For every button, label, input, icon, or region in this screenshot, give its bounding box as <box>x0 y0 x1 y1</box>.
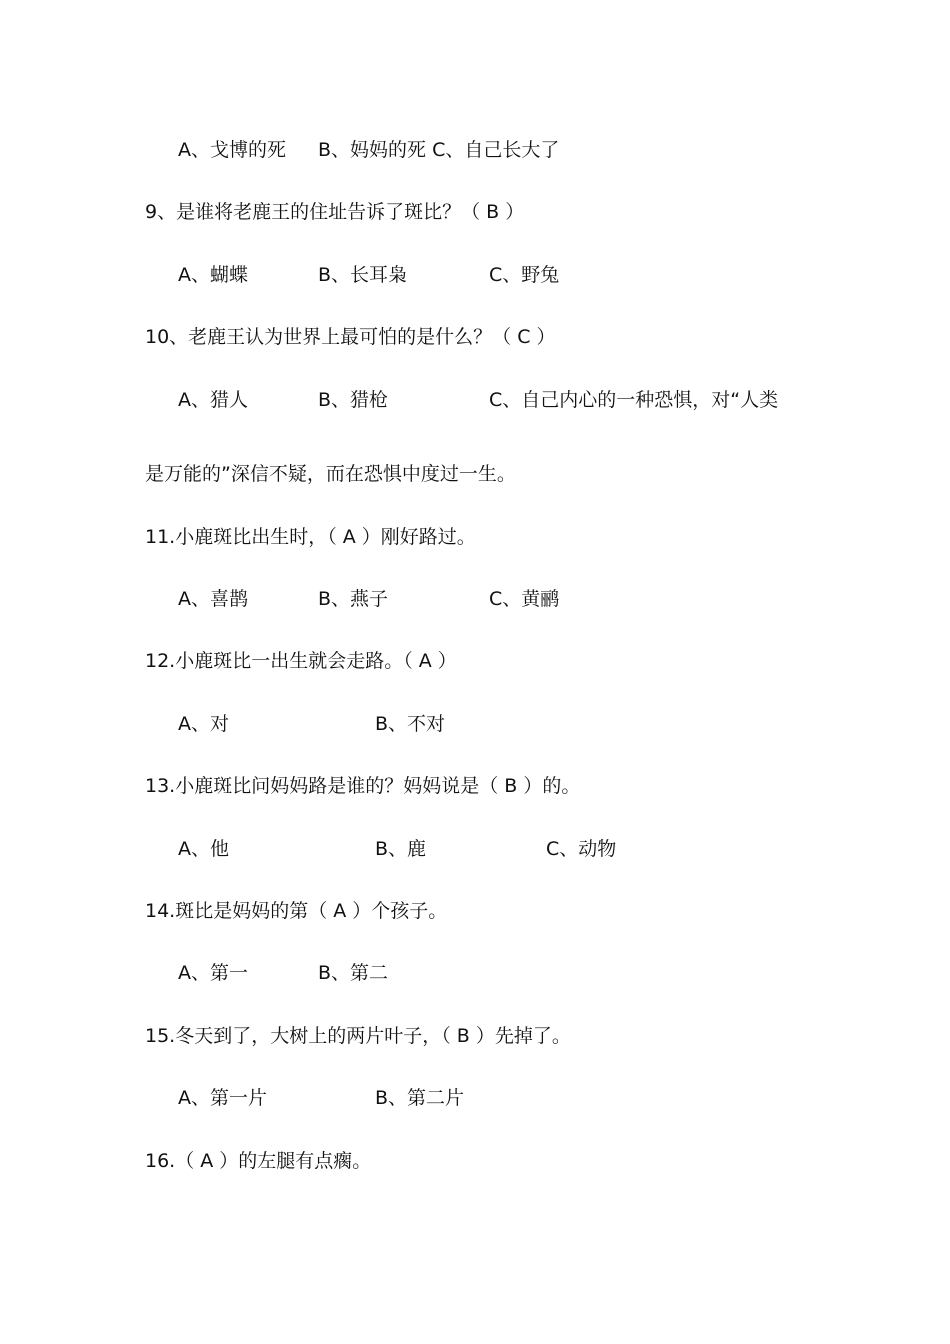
option-a: A、他 <box>178 838 229 860</box>
question-11: 11.小鹿斑比出生时，（ A ）刚好路过。 <box>145 526 476 548</box>
option-b: B、不对 <box>375 713 446 735</box>
option-c: C、黄鹂 <box>489 588 560 610</box>
question-10: 10、老鹿王认为世界上最可怕的是什么？（ C ） <box>145 326 556 348</box>
option-b: B、鹿 <box>375 838 427 860</box>
option-a: A、戈博的死 <box>178 139 286 161</box>
question-12: 12.小鹿斑比一出生就会走路。（ A ） <box>145 650 457 672</box>
option-b: B、燕子 <box>318 588 389 610</box>
q10-option-c-continued: 是万能的”深信不疑，而在恐惧中度过一生。 <box>145 463 516 485</box>
option-a: A、猎人 <box>178 389 248 411</box>
question-14: 14.斑比是妈妈的第（ A ）个孩子。 <box>145 900 448 922</box>
option-b: B、长耳枭 <box>318 264 408 286</box>
option-c: C、动物 <box>546 838 617 860</box>
option-b: B、第二 <box>318 962 389 984</box>
option-b: B、猎枪 <box>318 389 389 411</box>
question-15: 15.冬天到了，大树上的两片叶子，（ B ）先掉了。 <box>145 1025 571 1047</box>
question-16: 16.（ A ）的左腿有点瘸。 <box>145 1150 372 1172</box>
option-b: B、第二片 <box>375 1087 465 1109</box>
option-a: A、蝴蝶 <box>178 264 248 286</box>
question-9: 9、是谁将老鹿王的住址告诉了斑比？（ B ） <box>145 201 525 223</box>
option-a: A、第一片 <box>178 1087 267 1109</box>
question-13: 13.小鹿斑比问妈妈路是谁的？妈妈说是（ B ）的。 <box>145 775 581 797</box>
option-a: A、喜鹊 <box>178 588 248 610</box>
option-c: C、野兔 <box>489 264 560 286</box>
option-a: A、对 <box>178 713 229 735</box>
option-b: B、妈妈的死 C、自己长大了 <box>318 139 560 161</box>
option-a: A、第一 <box>178 962 248 984</box>
option-c: C、自己内心的一种恐惧，对“人类 <box>489 389 779 411</box>
